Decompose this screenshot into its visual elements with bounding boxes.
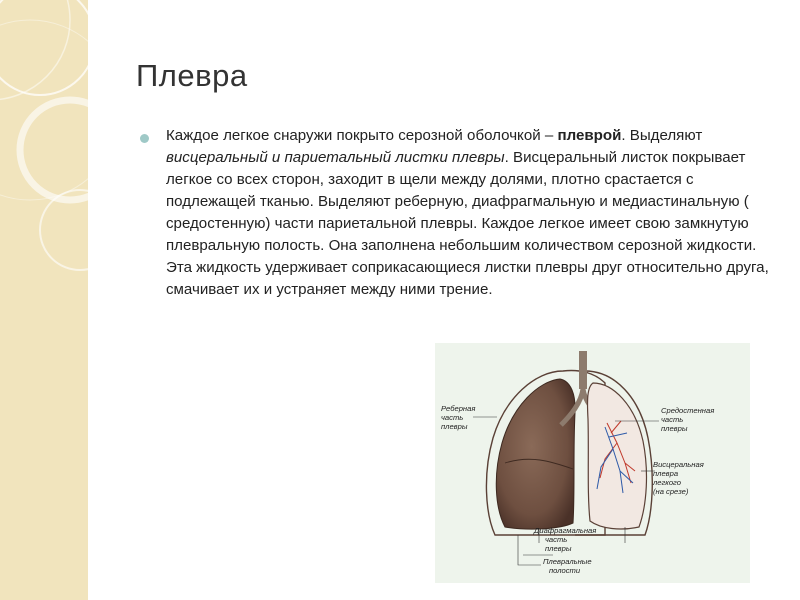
body-text-part: . Выделяют bbox=[621, 127, 703, 144]
label-diaphragm-1: Диафрагмальная bbox=[534, 526, 597, 535]
label-visceral-1: Висцеральная bbox=[653, 460, 704, 469]
body-italic-term: висцеральный и париетальный листки плевры bbox=[166, 149, 505, 166]
bullet-dot bbox=[140, 134, 149, 143]
lungs-illustration bbox=[435, 343, 750, 583]
label-mediastinal-1: Средостенная bbox=[661, 406, 715, 415]
body-text-part: . Висцеральный листок покрывает легкое со всех сторон, заходит в щели между долями, плотно срастается с подлежащей тканью. Выделяют реберную, диафрагмальную и медиастинальную ( средостенную) части париетальной плевры. Каждое легкое имеет свою замкнутую плевральную полость. Она заполнена небольшим количеством серозной жидкости. Эта жидкость удерживает соприкасающиеся листки плевры друг относительно друга, смачивает их и устраняет между ними трение. bbox=[166, 149, 769, 298]
label-costal-2: часть bbox=[441, 413, 464, 422]
right-lung-section bbox=[588, 383, 647, 529]
label-cavity-1: Плевральные bbox=[543, 557, 592, 566]
label-costal-1: Реберная bbox=[441, 404, 476, 413]
pleura-diagram bbox=[435, 343, 750, 583]
label-visceral-3: легкого bbox=[653, 478, 681, 487]
label-cavity-2: полости bbox=[549, 566, 581, 575]
body-text-part: Каждое легкое снаружи покрыто серозной оболочкой – bbox=[166, 127, 558, 144]
decorative-side-band bbox=[0, 0, 88, 600]
slide-title: Плевра bbox=[136, 58, 248, 93]
decorative-circles bbox=[0, 0, 88, 600]
label-diaphragm-3: плевры bbox=[545, 544, 572, 553]
label-visceral-4: (на срезе) bbox=[653, 487, 689, 496]
slide-body-text bbox=[166, 125, 786, 301]
left-lung bbox=[496, 379, 575, 529]
body-bold-term: плеврой bbox=[557, 127, 622, 144]
label-diaphragm-2: часть bbox=[545, 535, 568, 544]
label-mediastinal-3: плевры bbox=[661, 424, 688, 433]
label-visceral-2: плевра bbox=[653, 469, 679, 478]
label-mediastinal-2: часть bbox=[661, 415, 684, 424]
label-costal-3: плевры bbox=[441, 422, 468, 431]
